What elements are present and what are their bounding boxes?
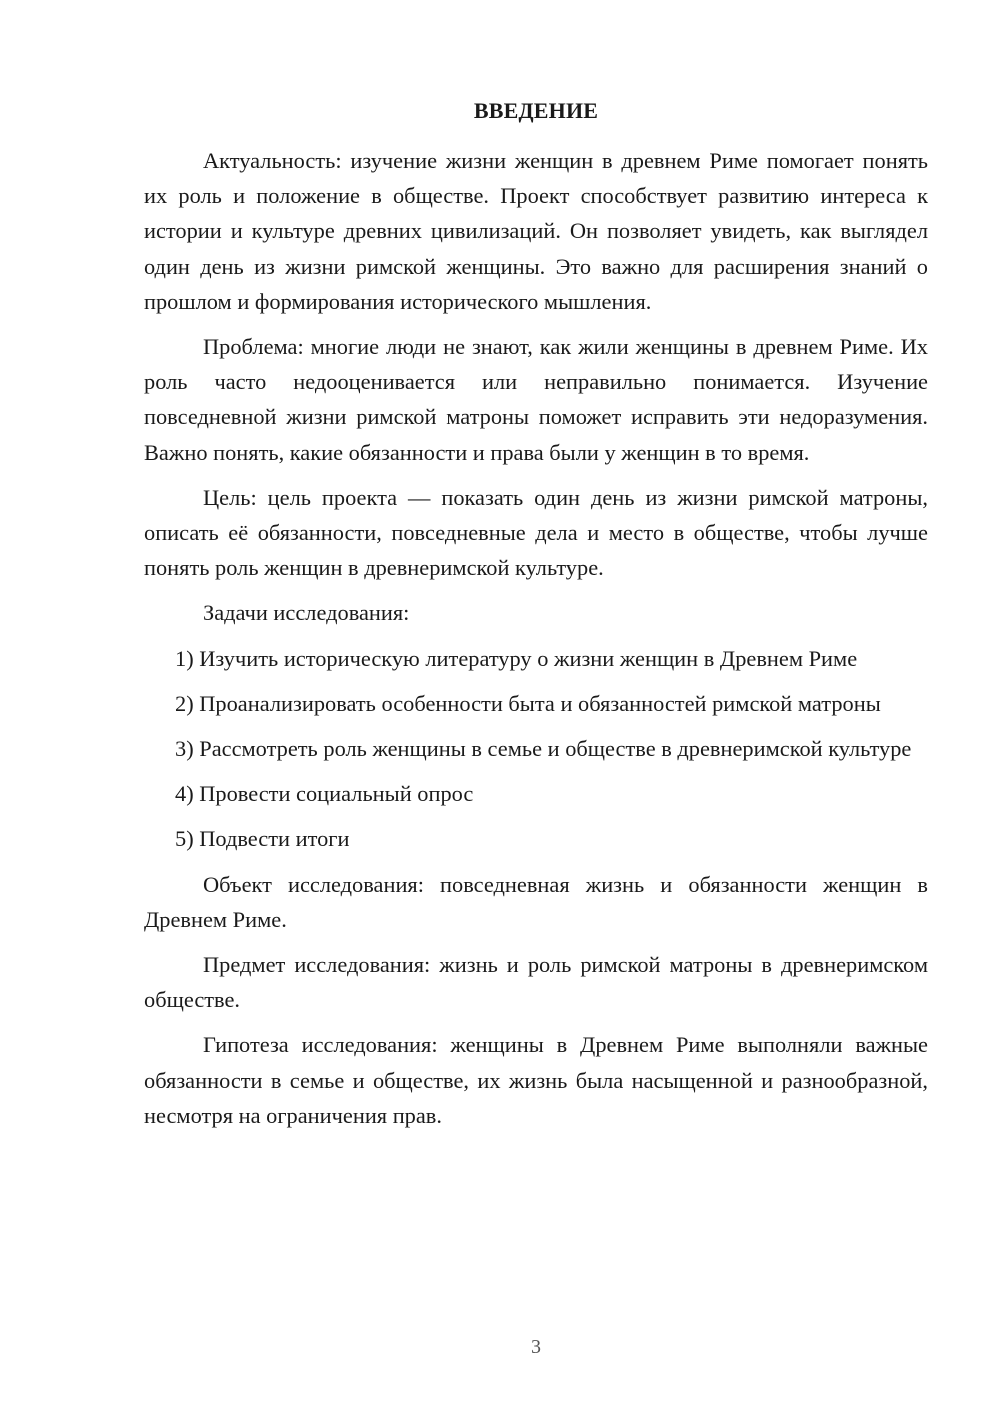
paragraph-relevance: Актуальность: изучение жизни женщин в древнем Риме помогает понять их роль и положение в обществе. Проект способствует развитию интереса к истории и культуре древних цивилизаций. Он позволяет увидеть, как выглядел один день из жизни римской женщины. Это важно для расширения знаний о прошлом и формирования исторического мышления. xyxy=(144,148,928,314)
paragraph-subject: Предмет исследования: жизнь и роль римской матроны в древнеримском обществе. xyxy=(144,952,928,1013)
page-number: 3 xyxy=(531,1336,541,1358)
section-title: ВВЕДЕНИЕ xyxy=(473,98,599,123)
task-item-4: 4) Провести социальный опрос xyxy=(175,781,474,807)
paragraph-goal: Цель: цель проекта — показать один день из жизни римской матроны, описать её обязанности, повседневные дела и место в обществе, чтобы лучше понять роль женщин в древнеримской культуре. xyxy=(144,484,928,581)
task-item-5: 5) Подвести итоги xyxy=(175,826,350,852)
paragraph-hypothesis: Гипотеза исследования: женщины в Древнем Риме выполняли важные обязанности в семье и обществе, их жизнь была насыщенной и разнообразной, несмотря на ограничения прав. xyxy=(144,1032,928,1128)
document-body xyxy=(144,143,928,1143)
paragraph-tasks-heading: Задачи исследования: xyxy=(203,600,410,626)
task-item-2: 2) Проанализировать особенности быта и обязанностей римской матроны xyxy=(175,690,881,716)
task-item-3: 3) Рассмотреть роль женщины в семье и обществе в древнеримской культуре xyxy=(175,736,912,762)
task-item-1: 1) Изучить историческую литературу о жизни женщин в Древнем Риме xyxy=(175,645,858,671)
paragraph-object: Объект исследования: повседневная жизнь и обязанности женщин в Древнем Риме. xyxy=(144,871,928,932)
document-page xyxy=(144,0,928,1414)
paragraph-problem: Проблема: многие люди не знают, как жили женщины в древнем Риме. Их роль часто недооценивается или неправильно понимается. Изучение повседневной жизни римской матроны поможет исправить эти недоразумения. Важно понять, какие обязанности и права были у женщин в то время. xyxy=(144,334,928,465)
